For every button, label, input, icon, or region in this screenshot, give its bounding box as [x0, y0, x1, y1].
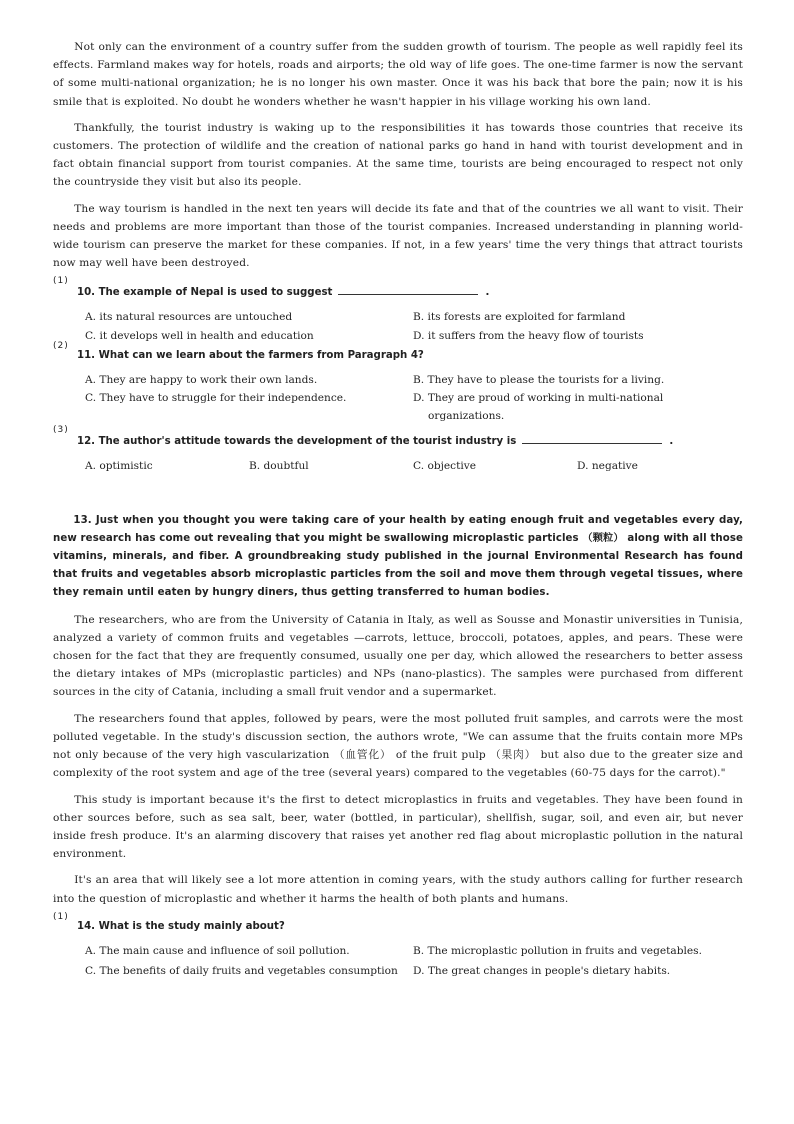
- answer-blank[interactable]: [338, 282, 478, 295]
- question-10: [53, 276, 743, 344]
- answer-blank[interactable]: [522, 431, 662, 444]
- options: [85, 457, 743, 475]
- question-number: (1): [53, 911, 69, 922]
- question-stem: [77, 280, 743, 302]
- option-b[interactable]: B. They have to please the tourists for a living.: [413, 373, 665, 386]
- question-number: (1): [53, 276, 69, 287]
- question-stem: 11. What can we learn about the farmers from Paragraph 4?: [77, 349, 424, 361]
- option-a[interactable]: A. The main cause and influence of soil pollution.: [85, 944, 350, 957]
- options: [85, 371, 743, 426]
- paragraph: This study is important because it's the first to detect microplastics in fruits and vegetables. They have been found in other sources before, such as sea salt, beer, water (bottled, in particular), shellfish, sugar, soil, and even air, but never inside fresh produce. It's an alarming discovery that raises yet another red flag about microplastic pollution in the natural environment.: [53, 793, 743, 861]
- option-b[interactable]: B. doubtful: [249, 460, 309, 473]
- option-a[interactable]: A. its natural resources are untouched: [85, 311, 293, 324]
- option-d[interactable]: D. They are proud of working in multi-national organizations.: [413, 392, 664, 423]
- paragraph: The way tourism is handled in the next ten years will decide its fate and that of the countries we all want to visit. Their needs and problems are more important than those of the tourist companies. Increased understanding in planning world-wide tourism can preserve the market for these companies. If not, in a few years' time the very things that attract tourists now may well have been destroyed.: [53, 202, 743, 270]
- question-stem: 14. What is the study mainly about?: [77, 920, 285, 932]
- question-text: 10. The example of Nepal is used to suggest: [77, 287, 333, 299]
- option-d[interactable]: D. negative: [577, 460, 638, 473]
- option-b[interactable]: B. its forests are exploited for farmland: [413, 311, 626, 324]
- paragraph: Not only can the environment of a country suffer from the sudden growth of tourism. The people as well rapidly feel its effects. Farmland makes way for hotels, roads and airports; the old way of life goes. The one-time farmer is now the servant of some multi-national organization; he is no longer his own master. Once it was his back that bore the pain; now it is his smile that is exploited. No doubt he wonders whether he wasn't happier in his village working his own land.: [53, 41, 743, 108]
- options: [85, 308, 743, 344]
- paragraph: Thankfully, the tourist industry is waking up to the responsibilities it has towards those countries that receive its customers. The protection of wildlife and the creation of national parks go hand in hand with tourist development and in fact obtain financial support from tourist companies. At the same time, tourists are being encouraged to respect not only the countryside they visit but also its people.: [53, 121, 743, 189]
- section-gap: [53, 476, 743, 512]
- question-period: .: [669, 436, 674, 448]
- passage-tourism: [53, 38, 743, 476]
- option-d[interactable]: D. it suffers from the heavy flow of tourists: [413, 329, 644, 342]
- question-11: [53, 340, 743, 426]
- paragraph: It's an area that will likely see a lot more attention in coming years, with the study authors calling for further research into the question of microplastic and whether it harms the health of both plants and humans.: [53, 874, 743, 905]
- question-text: 12. The author's attitude towards the development of the tourist industry is: [77, 436, 517, 448]
- option-b[interactable]: B. The microplastic pollution in fruits and vegetables.: [413, 944, 702, 957]
- option-c[interactable]: C. They have to struggle for their independence.: [85, 392, 347, 405]
- option-c[interactable]: C. it develops well in health and education: [85, 329, 314, 342]
- options: [85, 942, 743, 980]
- question-stem: [77, 429, 743, 451]
- option-a[interactable]: A. optimistic: [85, 460, 153, 473]
- option-c[interactable]: C. The benefits of daily fruits and vegetables consumption: [85, 964, 398, 977]
- exam-page: [53, 38, 743, 980]
- option-d[interactable]: D. The great changes in people's dietary habits.: [413, 964, 671, 977]
- paragraph: The researchers found that apples, followed by pears, were the most polluted fruit samples, and carrots were the most polluted vegetable. In the study's discussion section, the authors wrote, "We can assume that the fruits contain more MPs not only because of the very high vascularization （血管化） of the fruit pulp （果肉） but also due to the greater size and complexity of the root system and age of the tree (several years) compared to the vegetables (60-75 days for the carrot).": [53, 712, 743, 780]
- question-12: [53, 425, 743, 475]
- passage-microplastics: [53, 512, 743, 980]
- question-number: (3): [53, 425, 69, 436]
- question-period: .: [485, 287, 490, 299]
- paragraph: The researchers, who are from the University of Catania in Italy, as well as Sousse and Monastir universities in Tunisia, analyzed a variety of common fruits and vegetables —carrots, lettuce, broccoli, potatoes, apples, and pears. These were chosen for the fact that they are frequently consumed, usually one per day, which allowed the researchers to better assess the dietary intakes of MPs (microplastic particles) and NPs (nano-plastics). The samples were purchased from different sources in the city of Catania, including a small fruit vendor and a supermarket.: [53, 613, 743, 699]
- option-a[interactable]: A. They are happy to work their own lands.: [85, 373, 318, 386]
- option-c[interactable]: C. objective: [413, 460, 477, 473]
- question-number: (2): [53, 340, 69, 351]
- passage-intro: 13. Just when you thought you were taking care of your health by eating enough fruit and vegetables every day, new research has come out revealing that you might be swallowing microplastic particles （颗粒） along with all those vitamins, minerals, and fiber. A groundbreaking study published in the journal Environmental Research has found that fruits and vegetables absorb microplastic particles from the soil and move them through vegetal tissues, where they remain until eaten by hungry diners, thus getting transferred to human bodies.: [53, 514, 743, 599]
- question-14: [53, 911, 743, 980]
